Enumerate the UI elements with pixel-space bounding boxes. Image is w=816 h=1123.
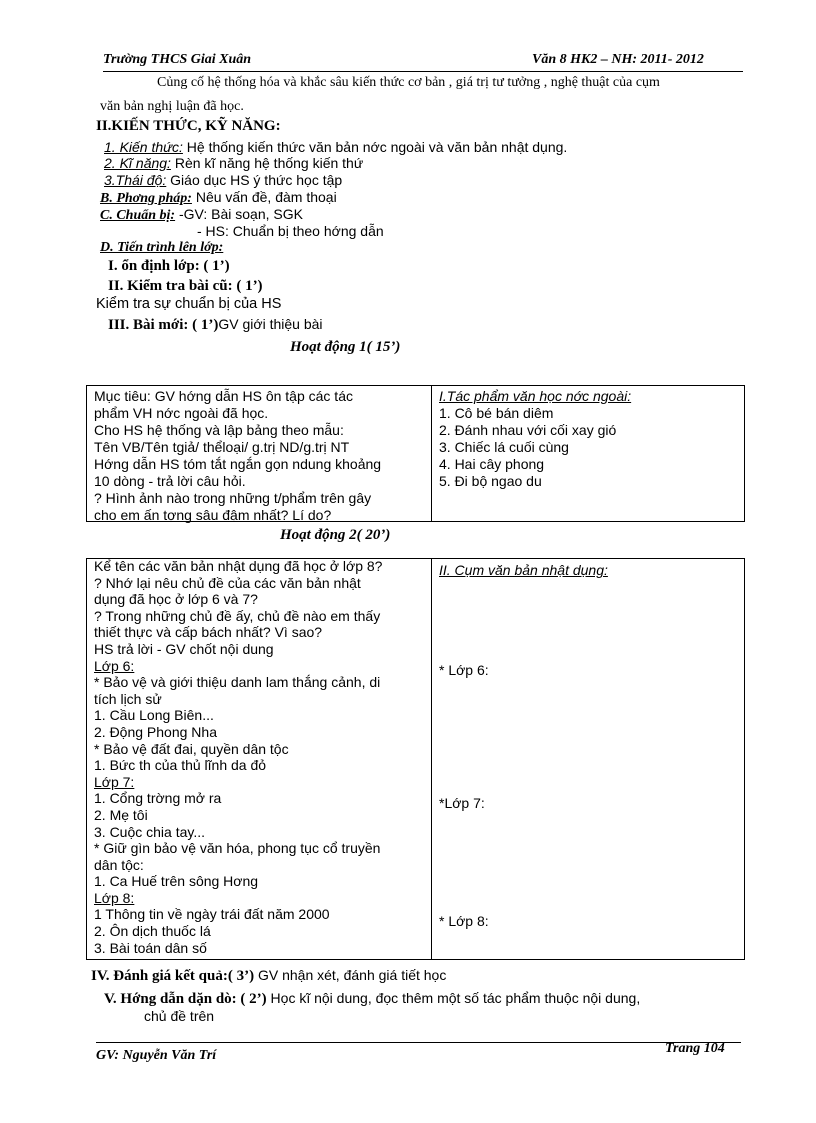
a2-left-line: * Bảo vệ và giới thiệu danh lam thắng cảnh, di: [94, 674, 381, 691]
step-1: I. ổn định lớp: ( 1’): [108, 258, 230, 274]
section-5-text: Học kĩ nội dung, đọc thêm một số tác phẩm thuộc nội dung,: [266, 990, 641, 1006]
activity-2-divider: [431, 558, 432, 960]
skill-text: Rèn kĩ năng hệ thống kiến thứ: [170, 155, 364, 171]
a2-left-line: ? Trong những chủ đề ấy, chủ đề nào em thấy: [94, 607, 381, 624]
activity-1-title: Hoạt động 1( 15’): [290, 339, 401, 355]
a2-right-grade-7: *Lớp 7:: [439, 795, 485, 811]
prep-line: [100, 206, 303, 224]
activity-1-left: [94, 388, 426, 524]
a1-right-item: 1. Cô bé bán diêm: [439, 405, 554, 421]
method-text: Nêu vấn đề, đàm thoại: [191, 189, 337, 205]
skill-line: [104, 155, 363, 171]
a2-left-line: * Bảo vệ đất đai, quyền dân tộc: [94, 740, 289, 757]
knowledge-label: 1. Kiến thức:: [104, 139, 183, 155]
a2-grade-6-heading: Lớp 6:: [94, 657, 135, 674]
a1-right-item: 3. Chiếc lá cuối cùng: [439, 439, 569, 455]
a2-left-line: * Giữ gìn bảo vệ văn hóa, phong tục cổ truyền: [94, 840, 381, 857]
method-line: [100, 189, 337, 207]
a2-right-grade-8: * Lớp 8:: [439, 913, 489, 929]
a2-left-line: Kể tên các văn bản nhật dụng đã học ở lớp 8?: [94, 558, 383, 574]
a1-right-title: I.Tác phẩm văn học nớc ngoài:: [439, 388, 632, 404]
a2-grade-7-heading: Lớp 7:: [94, 773, 135, 790]
method-label: B. Phơng pháp:: [100, 191, 192, 206]
a1-right-item: 5. Đi bộ ngao du: [439, 473, 542, 489]
section-4-text: GV nhận xét, đánh giá tiết học: [254, 967, 447, 983]
a2-right-title: II. Cụm văn bản nhật dụng:: [439, 562, 608, 578]
attitude-line: [104, 172, 342, 188]
a2-left-line: 1. Cổng trờng mở ra: [94, 790, 222, 807]
a1-right-item: 4. Hai cây phong: [439, 456, 545, 472]
course-info: Văn 8 HK2 – NH: 2011- 2012: [532, 52, 704, 67]
school-name: Trường THCS Giai Xuân: [103, 52, 252, 67]
a2-left-line: dân tộc:: [94, 856, 144, 873]
a2-left-line: dụng đã học ở lớp 6 và 7?: [94, 591, 258, 608]
skill-label: 2. Kĩ năng:: [104, 155, 171, 171]
a2-right-grade-6: * Lớp 6:: [439, 662, 489, 678]
section-5-text-2: chủ đề trên: [144, 1008, 215, 1024]
a2-left-line: 3. Bài toán dân số: [94, 939, 207, 956]
a1-left-line: Cho HS hệ thống và lập bảng theo mẫu:: [94, 422, 344, 438]
a2-left-line: tích lịch sử: [94, 690, 162, 707]
step-3: [108, 316, 323, 334]
a1-left-line: Mục tiêu: GV hớng dẫn HS ôn tập các tác: [94, 388, 353, 404]
section-4-label: IV. Đánh giá kết quả:( 3’): [91, 968, 255, 984]
a2-left-line: 2. Ôn dịch thuốc lá: [94, 923, 211, 940]
a2-left-line: thiết thực và cấp bách nhất? Vì sao?: [94, 624, 323, 641]
a2-left-line: 1. Ca Huế trên sông Hơng: [94, 873, 259, 890]
step-2: II. Kiểm tra bài cũ: ( 1’): [108, 278, 263, 294]
section-2-title: II.KIẾN THỨC, KỸ NĂNG:: [96, 118, 281, 134]
a2-left-line: 1 Thông tin về ngày trái đất năm 2000: [94, 906, 330, 923]
page-number: Trang 104: [665, 1041, 725, 1056]
activity-2-left: [94, 558, 428, 956]
prep-label: C. Chuẩn bị:: [100, 208, 176, 223]
activity-1-divider: [431, 385, 432, 522]
a1-left-line: Tên VB/Tên tgiả/ thểloại/ g.trị ND/g.trị NT: [94, 439, 350, 455]
a1-left-line: Hớng dẫn HS tóm tắt ngắn gọn ndung khoảng: [94, 456, 382, 472]
a1-left-line: cho em ấn tợng sâu đậm nhất? Lí do?: [94, 507, 332, 523]
intro-line-1: Củng cố hệ thống hóa và khắc sâu kiến thức cơ bản , giá trị tư tưởng , nghệ thuật của cụm: [157, 75, 660, 90]
attitude-text: Giáo dục HS ý thức học tập: [166, 172, 343, 188]
a1-left-line: 10 dòng - trả lời câu hỏi.: [94, 473, 246, 489]
section-4: [91, 967, 446, 985]
step-3-label: III. Bài mới: ( 1’): [108, 317, 219, 333]
prep-hs: - HS: Chuẩn bị theo hớng dẫn: [197, 223, 384, 239]
step-3-text: GV giới thiệu bài: [218, 316, 323, 332]
a2-left-line: 2. Mẹ tôi: [94, 806, 148, 823]
teacher-name: GV: Nguyễn Văn Trí: [96, 1048, 217, 1063]
a1-left-line: phẩm VH nớc ngoài đã học.: [94, 405, 269, 421]
activity-2-title: Hoạt động 2( 20’): [280, 527, 391, 543]
intro-line-2: văn bản nghị luận đã học.: [100, 99, 244, 114]
a2-left-line: 1. Cầu Long Biên...: [94, 707, 214, 724]
a2-left-line: 3. Cuộc chia tay...: [94, 823, 206, 840]
a2-left-line: 2. Động Phong Nha: [94, 723, 217, 740]
prep-gv: -GV: Bài soạn, SGK: [175, 206, 303, 222]
knowledge-line: [104, 139, 567, 155]
header-rule: [103, 71, 743, 72]
a2-left-line: ? Nhớ lại nêu chủ đề của các văn bản nhật: [94, 574, 361, 591]
a2-left-line: 1. Bức th của thủ lĩnh da đỏ: [94, 757, 267, 774]
section-5: [104, 990, 640, 1008]
a2-grade-8-heading: Lớp 8:: [94, 889, 135, 906]
a1-right-item: 2. Đánh nhau với cối xay gió: [439, 422, 617, 438]
a1-left-line: ? Hình ảnh nào trong những t/phẩm trên gây: [94, 490, 372, 506]
attitude-label: 3.Thái độ:: [104, 172, 167, 188]
knowledge-text: Hệ thống kiến thức văn bản nớc ngoài và văn bản nhật dụng.: [182, 139, 568, 155]
footer-rule: [96, 1042, 741, 1043]
activity-1-right: [439, 388, 739, 490]
a2-left-line: HS trả lời - GV chốt nội dung: [94, 640, 274, 657]
step-2-text: Kiểm tra sự chuẩn bị của HS: [96, 296, 282, 312]
procedure-label: D. Tiến trình lên lớp:: [100, 240, 224, 255]
section-5-label: V. Hớng dẫn dặn dò: ( 2’): [104, 991, 267, 1007]
